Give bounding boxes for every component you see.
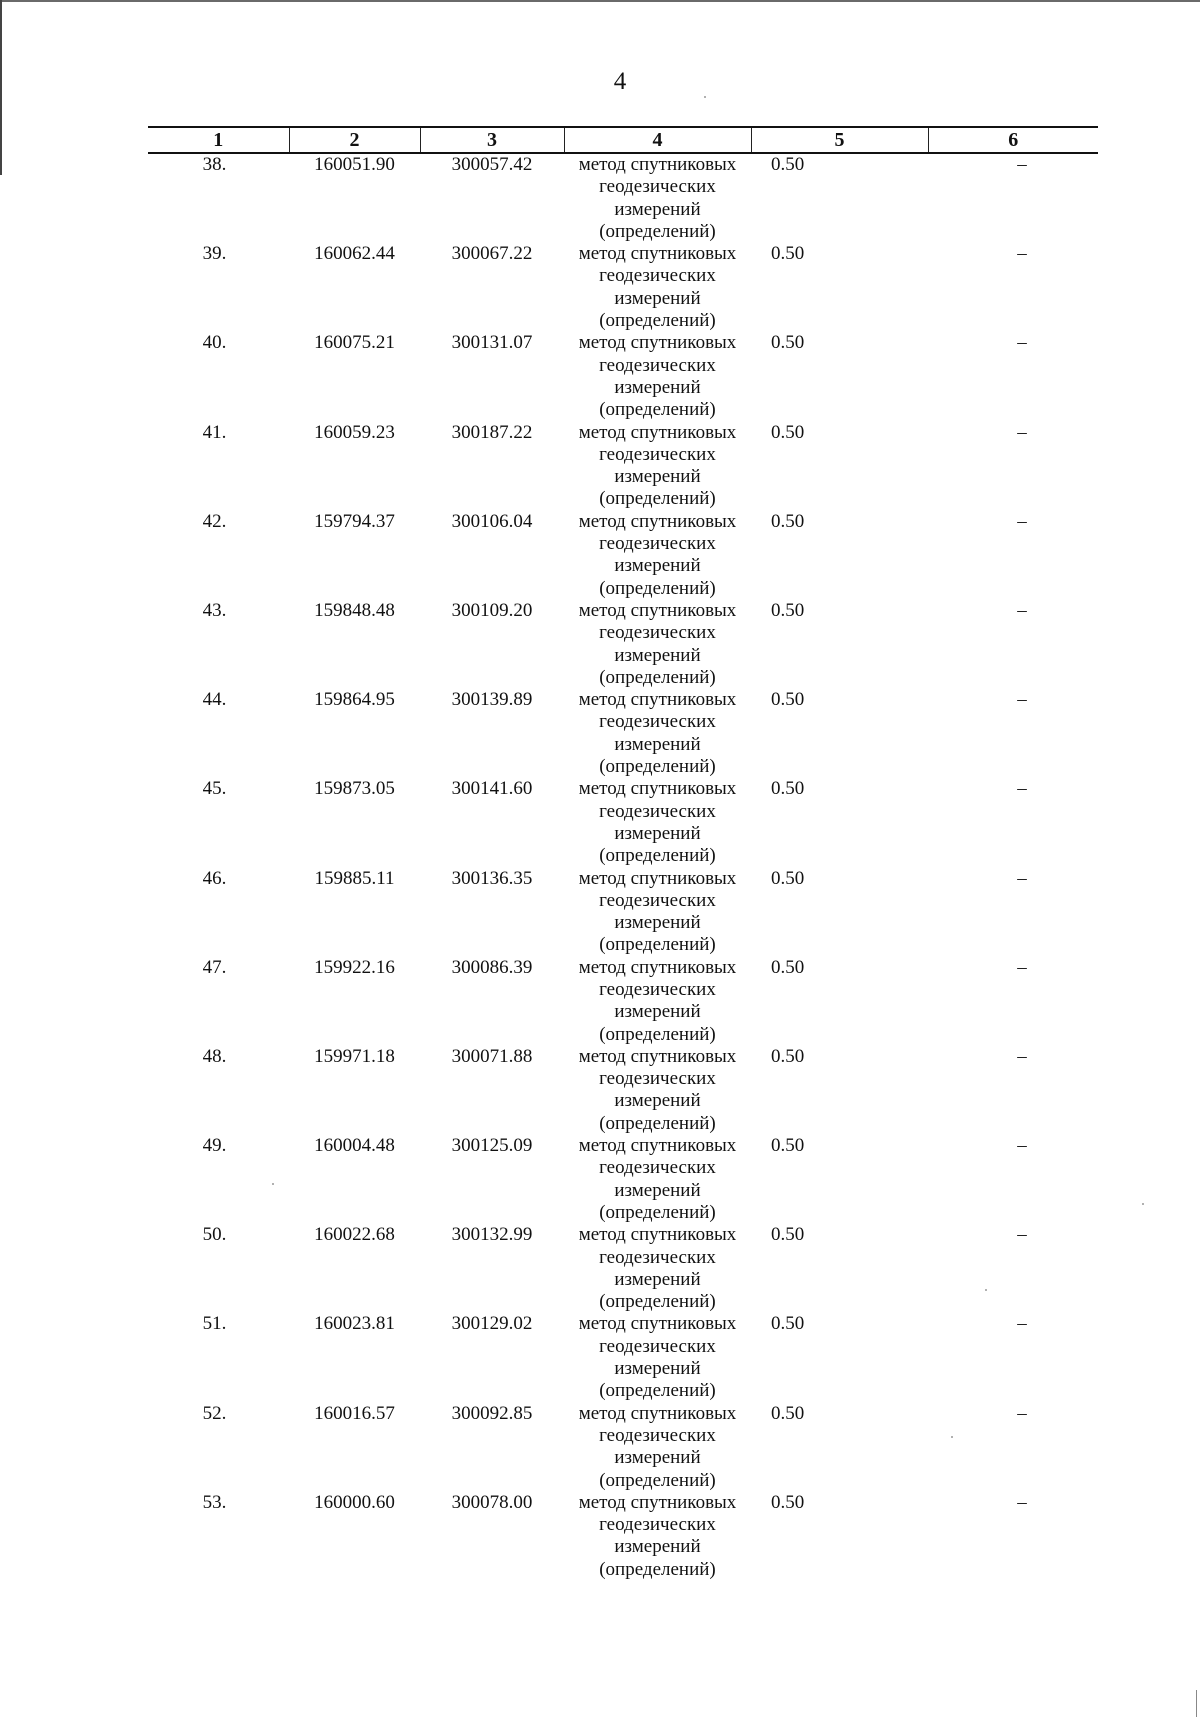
- method-cell: [564, 243, 751, 332]
- point-number: 52.: [202, 1402, 227, 1424]
- method-line: измерений: [614, 644, 701, 666]
- scan-speck: [704, 96, 706, 98]
- scan-speck: [1142, 1203, 1144, 1205]
- method-line: метод спутниковых: [578, 956, 737, 978]
- coord-y: 300187.22: [451, 421, 533, 443]
- method-line: измерений: [614, 1090, 701, 1112]
- point-number: 47.: [202, 956, 227, 978]
- note-value: –: [1017, 1224, 1027, 1246]
- method-line: метод спутниковых: [578, 1491, 737, 1513]
- note-value: –: [1017, 1313, 1027, 1335]
- note-value: –: [1017, 1402, 1027, 1424]
- note-value: –: [1017, 867, 1027, 889]
- table-row: [148, 957, 1098, 1046]
- method-line: (определений): [599, 488, 716, 510]
- method-cell: [564, 1224, 751, 1313]
- coord-y: 300057.42: [451, 154, 533, 175]
- method-line: измерений: [614, 822, 701, 844]
- method-line: (определений): [599, 1558, 716, 1580]
- method-line: (определений): [599, 1380, 716, 1402]
- accuracy-value: 0.50: [771, 599, 805, 621]
- method-line: измерений: [614, 555, 701, 577]
- method-cell: [564, 1492, 751, 1581]
- column-header: 3: [420, 127, 564, 153]
- accuracy-value: 0.50: [771, 1224, 805, 1246]
- coord-x: 159971.18: [314, 1045, 395, 1067]
- note-value: –: [1017, 1491, 1027, 1513]
- coord-y: 300141.60: [451, 778, 533, 800]
- method-line: геодезических: [599, 800, 716, 822]
- table-row: [148, 868, 1098, 957]
- coord-y: 300078.00: [451, 1491, 533, 1513]
- table-row: [148, 1224, 1098, 1313]
- accuracy-value: 0.50: [771, 1135, 805, 1157]
- scan-edge-top: [0, 0, 1200, 2]
- coordinates-table: [148, 126, 1098, 1581]
- method-line: метод спутниковых: [578, 154, 737, 175]
- method-line: метод спутниковых: [578, 1135, 737, 1157]
- note-value: –: [1017, 956, 1027, 978]
- accuracy-value: 0.50: [771, 243, 805, 265]
- method-line: (определений): [599, 666, 716, 688]
- method-line: геодезических: [599, 1246, 716, 1268]
- method-line: геодезических: [599, 711, 716, 733]
- point-number: 41.: [202, 421, 227, 443]
- scan-edge-right: [1196, 1690, 1197, 1717]
- method-line: (определений): [599, 220, 716, 242]
- coord-x: 159885.11: [314, 867, 395, 889]
- accuracy-value: 0.50: [771, 867, 805, 889]
- note-value: –: [1017, 421, 1027, 443]
- method-line: измерений: [614, 287, 701, 309]
- accuracy-value: 0.50: [771, 1045, 805, 1067]
- point-number: 43.: [202, 599, 227, 621]
- accuracy-value: 0.50: [771, 778, 805, 800]
- coord-x: 160016.57: [314, 1402, 395, 1424]
- method-line: геодезических: [599, 265, 716, 287]
- table-row: [148, 1046, 1098, 1135]
- coord-y: 300131.07: [451, 332, 533, 354]
- coord-y: 300071.88: [451, 1045, 533, 1067]
- note-value: –: [1017, 689, 1027, 711]
- table-row: [148, 153, 1098, 243]
- header-row: [148, 127, 1098, 153]
- method-cell: [564, 332, 751, 421]
- coord-y: 300092.85: [451, 1402, 533, 1424]
- point-number: 44.: [202, 689, 227, 711]
- point-number: 45.: [202, 778, 227, 800]
- point-number: 53.: [202, 1491, 227, 1513]
- method-line: метод спутниковых: [578, 510, 737, 532]
- method-line: измерений: [614, 1268, 701, 1290]
- table-row: [148, 778, 1098, 867]
- method-line: (определений): [599, 1201, 716, 1223]
- table-header: [148, 127, 1098, 153]
- coord-y: 300125.09: [451, 1135, 533, 1157]
- coord-x: 160000.60: [314, 1491, 395, 1513]
- column-header: 2: [289, 127, 420, 153]
- coord-x: 160075.21: [314, 332, 395, 354]
- method-line: геодезических: [599, 978, 716, 1000]
- method-line: (определений): [599, 1291, 716, 1313]
- coord-y: 300139.89: [451, 689, 533, 711]
- method-line: метод спутниковых: [578, 599, 737, 621]
- method-line: (определений): [599, 399, 716, 421]
- accuracy-value: 0.50: [771, 332, 805, 354]
- accuracy-value: 0.50: [771, 956, 805, 978]
- method-cell: [564, 868, 751, 957]
- table-row: [148, 511, 1098, 600]
- method-line: (определений): [599, 577, 716, 599]
- method-line: геодезических: [599, 622, 716, 644]
- coord-y: 300132.99: [451, 1224, 533, 1246]
- method-line: геодезических: [599, 1068, 716, 1090]
- method-cell: [564, 511, 751, 600]
- accuracy-value: 0.50: [771, 1313, 805, 1335]
- method-line: метод спутниковых: [578, 1224, 737, 1246]
- method-line: (определений): [599, 310, 716, 332]
- column-header: 6: [928, 127, 1098, 153]
- method-line: измерений: [614, 198, 701, 220]
- method-cell: [564, 778, 751, 867]
- method-cell: [564, 1403, 751, 1492]
- point-number: 42.: [202, 510, 227, 532]
- method-cell: [564, 600, 751, 689]
- method-line: измерений: [614, 912, 701, 934]
- note-value: –: [1017, 1045, 1027, 1067]
- method-line: геодезических: [599, 176, 716, 198]
- method-line: измерений: [614, 1001, 701, 1023]
- column-header: 5: [751, 127, 928, 153]
- method-line: метод спутниковых: [578, 778, 737, 800]
- table-row: [148, 1403, 1098, 1492]
- coord-y: 300086.39: [451, 956, 533, 978]
- method-line: метод спутниковых: [578, 1313, 737, 1335]
- column-header: 4: [564, 127, 751, 153]
- page-number: 4: [613, 68, 627, 95]
- point-number: 51.: [202, 1313, 227, 1335]
- method-line: метод спутниковых: [578, 689, 737, 711]
- method-line: геодезических: [599, 533, 716, 555]
- method-line: измерений: [614, 376, 701, 398]
- coord-x: 159922.16: [314, 956, 395, 978]
- coord-x: 159848.48: [314, 599, 395, 621]
- method-cell: [564, 1135, 751, 1224]
- method-line: геодезических: [599, 1424, 716, 1446]
- method-line: геодезических: [599, 1157, 716, 1179]
- coord-y: 300129.02: [451, 1313, 533, 1335]
- method-line: (определений): [599, 934, 716, 956]
- method-line: измерений: [614, 1536, 701, 1558]
- accuracy-value: 0.50: [771, 689, 805, 711]
- coord-x: 159794.37: [314, 510, 395, 532]
- table-row: [148, 1313, 1098, 1402]
- note-value: –: [1017, 778, 1027, 800]
- coord-x: 159873.05: [314, 778, 395, 800]
- coord-y: 300136.35: [451, 867, 533, 889]
- method-line: метод спутниковых: [578, 243, 737, 265]
- coord-x: 159864.95: [314, 689, 395, 711]
- method-line: (определений): [599, 756, 716, 778]
- table-row: [148, 600, 1098, 689]
- accuracy-value: 0.50: [771, 421, 805, 443]
- method-line: метод спутниковых: [578, 867, 737, 889]
- method-line: геодезических: [599, 443, 716, 465]
- method-line: (определений): [599, 845, 716, 867]
- point-number: 50.: [202, 1224, 227, 1246]
- method-line: измерений: [614, 1447, 701, 1469]
- accuracy-value: 0.50: [771, 1402, 805, 1424]
- table-row: [148, 332, 1098, 421]
- method-line: метод спутниковых: [578, 421, 737, 443]
- method-line: метод спутниковых: [578, 1402, 737, 1424]
- coord-x: 160023.81: [314, 1313, 395, 1335]
- note-value: –: [1017, 1135, 1027, 1157]
- method-cell: [564, 957, 751, 1046]
- table-body: [148, 153, 1098, 1581]
- coord-y: 300109.20: [451, 599, 533, 621]
- method-line: метод спутниковых: [578, 1045, 737, 1067]
- method-line: измерений: [614, 733, 701, 755]
- column-header: 1: [148, 127, 289, 153]
- method-cell: [564, 689, 751, 778]
- method-line: измерений: [614, 1179, 701, 1201]
- method-line: геодезических: [599, 1514, 716, 1536]
- method-line: измерений: [614, 1358, 701, 1380]
- coord-x: 160004.48: [314, 1135, 395, 1157]
- accuracy-value: 0.50: [771, 154, 805, 175]
- method-cell: [564, 1313, 751, 1402]
- coord-x: 160051.90: [314, 154, 395, 175]
- note-value: –: [1017, 154, 1027, 175]
- method-line: геодезических: [599, 354, 716, 376]
- point-number: 39.: [202, 243, 227, 265]
- method-line: (определений): [599, 1469, 716, 1491]
- coord-x: 160059.23: [314, 421, 395, 443]
- method-cell: [564, 422, 751, 511]
- table-row: [148, 1135, 1098, 1224]
- point-number: 48.: [202, 1045, 227, 1067]
- method-line: геодезических: [599, 889, 716, 911]
- note-value: –: [1017, 599, 1027, 621]
- accuracy-value: 0.50: [771, 510, 805, 532]
- coord-y: 300106.04: [451, 510, 533, 532]
- table-row: [148, 1492, 1098, 1581]
- coord-y: 300067.22: [451, 243, 533, 265]
- method-cell: [564, 153, 751, 243]
- method-line: (определений): [599, 1023, 716, 1045]
- table-row: [148, 422, 1098, 511]
- point-number: 46.: [202, 867, 227, 889]
- method-line: геодезических: [599, 1335, 716, 1357]
- method-line: метод спутниковых: [578, 332, 737, 354]
- method-cell: [564, 1046, 751, 1135]
- note-value: –: [1017, 510, 1027, 532]
- point-number: 40.: [202, 332, 227, 354]
- note-value: –: [1017, 332, 1027, 354]
- note-value: –: [1017, 243, 1027, 265]
- accuracy-value: 0.50: [771, 1491, 805, 1513]
- method-line: (определений): [599, 1112, 716, 1134]
- coord-x: 160022.68: [314, 1224, 395, 1246]
- table-row: [148, 243, 1098, 332]
- point-number: 38.: [202, 154, 227, 175]
- method-line: измерений: [614, 466, 701, 488]
- point-number: 49.: [202, 1135, 227, 1157]
- coord-x: 160062.44: [314, 243, 395, 265]
- table-row: [148, 689, 1098, 778]
